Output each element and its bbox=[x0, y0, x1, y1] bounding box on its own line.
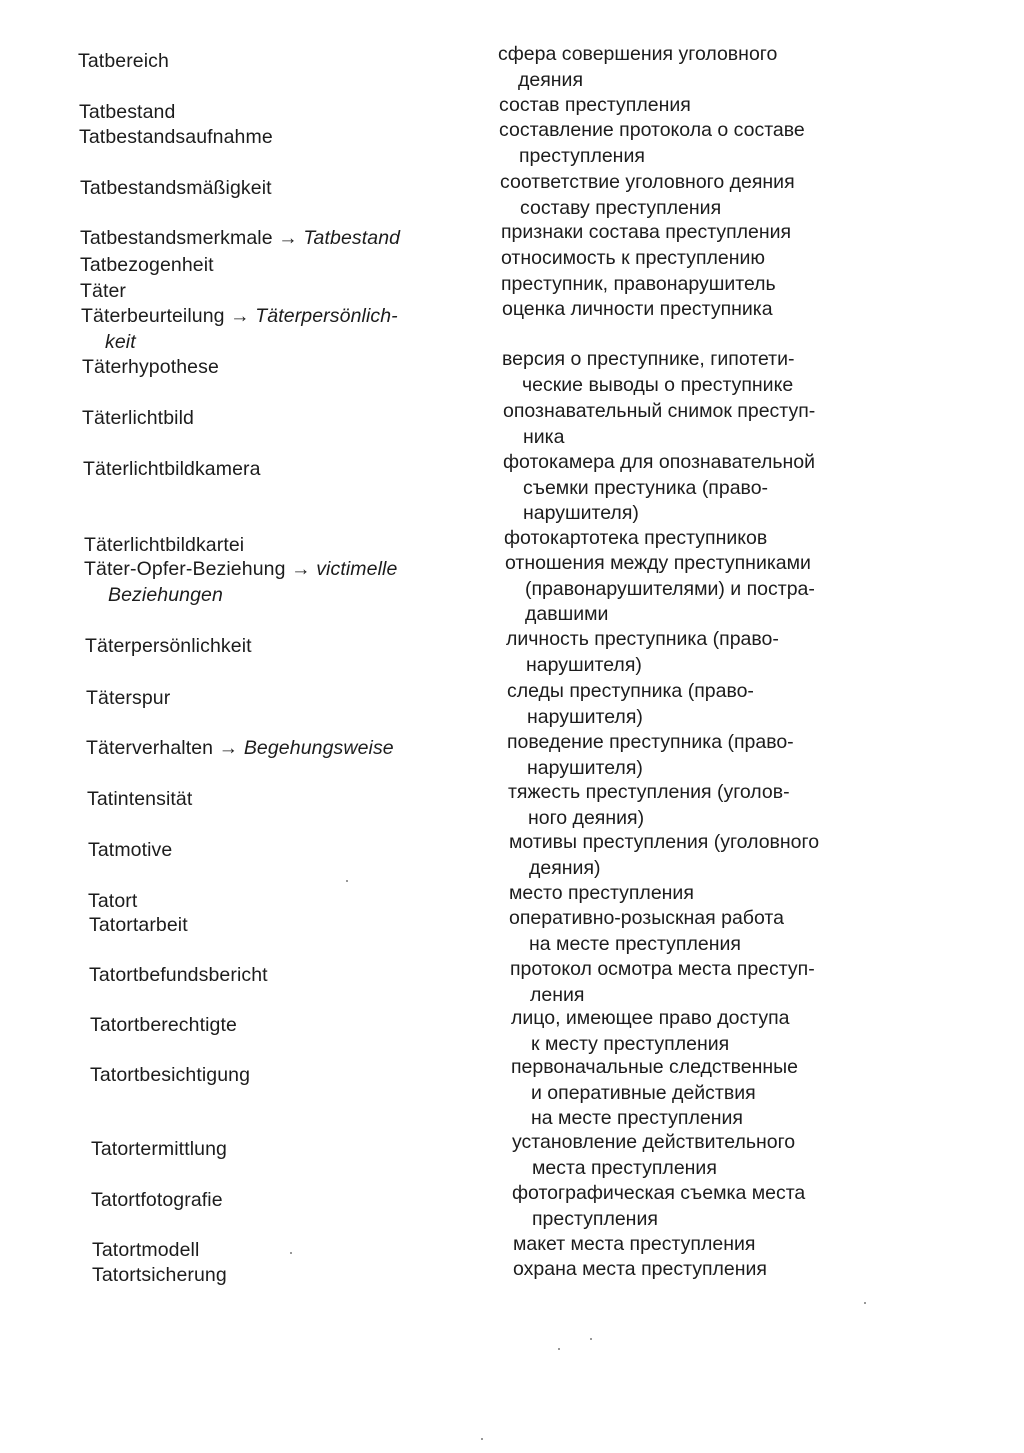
german-term: Tatbestand bbox=[79, 101, 176, 123]
russian-translation: признаки состава преступления bbox=[501, 221, 792, 243]
scan-speck bbox=[590, 1338, 592, 1340]
scan-speck bbox=[290, 1252, 292, 1254]
cross-reference-arrow: → bbox=[278, 227, 298, 249]
russian-translation: мотивы преступления (уголовного деяния) bbox=[509, 831, 820, 879]
russian-translation: отношения между преступниками (правонарушителями) и постра- давшими bbox=[505, 552, 815, 625]
german-term: Tatortfotografie bbox=[91, 1189, 223, 1211]
cross-reference: Begehungsweise bbox=[243, 737, 394, 759]
russian-translation: преступник, правонарушитель bbox=[501, 273, 776, 295]
german-term: Täter-Opfer-Beziehung → victimelle Beziehungen bbox=[84, 558, 398, 606]
german-term: Tatmotive bbox=[88, 839, 173, 861]
russian-translation: фотокартотека преступников bbox=[504, 527, 768, 549]
scan-speck bbox=[346, 880, 348, 882]
german-term: Täterpersönlichkeit bbox=[85, 635, 252, 657]
cross-reference-arrow: → bbox=[230, 305, 250, 327]
scan-speck bbox=[864, 1302, 866, 1304]
german-term: Täterverhalten → Begehungsweise bbox=[86, 737, 394, 759]
german-term: Tatortberechtigte bbox=[90, 1014, 237, 1036]
cross-reference-arrow: → bbox=[218, 737, 239, 759]
cross-reference-arrow: → bbox=[291, 558, 311, 580]
german-term: Tatortarbeit bbox=[89, 914, 188, 936]
russian-translation: фотокамера для опознавательной съемки престуника (право- нарушителя) bbox=[503, 451, 816, 524]
russian-translation: оперативно-розыскная работа на месте преступления bbox=[509, 907, 784, 955]
german-term: Täterspur bbox=[86, 687, 171, 709]
cross-reference: Tatbestand bbox=[303, 227, 401, 249]
russian-translation: соответствие уголовного деяния составу преступления bbox=[500, 171, 795, 219]
german-term: Tatbestandsaufnahme bbox=[79, 126, 273, 148]
german-term: Tatbestandsmerkmale → Tatbestand bbox=[80, 227, 401, 249]
russian-translation: место преступления bbox=[509, 882, 694, 904]
russian-translation: тяжесть преступления (уголов- ного деяния) bbox=[508, 781, 790, 829]
russian-translation: состав преступления bbox=[499, 94, 691, 116]
german-term: Tatortbefundsbericht bbox=[89, 964, 268, 986]
cross-reference-continued: Beziehungen bbox=[108, 584, 223, 606]
russian-translation: личность преступника (право- нарушителя) bbox=[506, 628, 779, 676]
german-term: Tatbezogenheit bbox=[80, 254, 214, 276]
cross-reference: Täterpersönlich- bbox=[255, 305, 398, 327]
russian-translation: первоначальные следственные и оперативные действия на месте преступления bbox=[511, 1056, 798, 1129]
russian-translation: версия о преступнике, гипотети- ческие выводы о преступнике bbox=[502, 348, 795, 396]
german-term: Tatbestandsmäßigkeit bbox=[80, 177, 272, 199]
russian-translation: сфера совершения уголовного деяния bbox=[498, 43, 778, 91]
russian-translation: относимость к преступлению bbox=[501, 247, 766, 269]
russian-translation: фотографическая съемка места преступления bbox=[512, 1182, 806, 1230]
cross-reference-continued: keit bbox=[105, 331, 136, 353]
russian-translation: составление протокола о составе преступления bbox=[499, 119, 805, 167]
russian-translation: следы преступника (право- нарушителя) bbox=[507, 680, 754, 728]
german-term: Tatortsicherung bbox=[92, 1264, 227, 1286]
german-term: Tatortbesichtigung bbox=[90, 1064, 251, 1086]
scan-speck bbox=[558, 1348, 560, 1350]
german-term: Tatort bbox=[88, 890, 138, 912]
german-term: Täterbeurteilung → Täterpersönlich- keit bbox=[81, 305, 398, 353]
german-term: Tatbereich bbox=[78, 50, 169, 72]
russian-translation: лицо, имеющее право доступа к месту преступления bbox=[511, 1007, 790, 1055]
russian-translation: установление действительного места преступления bbox=[512, 1131, 796, 1179]
russian-translation: протокол осмотра места преступ- ления bbox=[510, 958, 815, 1006]
german-term: Täterhypothese bbox=[82, 356, 219, 378]
russian-translation: поведение преступника (право- нарушителя) bbox=[507, 731, 794, 779]
russian-translation: опознавательный снимок преступ- ника bbox=[503, 400, 816, 448]
german-term: Täterlichtbildkamera bbox=[83, 458, 261, 480]
russian-translation: макет места преступления bbox=[513, 1233, 756, 1255]
german-term: Tatintensität bbox=[87, 788, 193, 810]
german-term: Tatortmodell bbox=[92, 1239, 200, 1261]
russian-translation: оценка личности преступника bbox=[502, 298, 773, 320]
german-term: Täterlichtbildkartei bbox=[84, 534, 245, 556]
german-term: Tatortermittlung bbox=[91, 1138, 227, 1160]
german-term: Täter bbox=[80, 280, 127, 302]
cross-reference: victimelle bbox=[316, 558, 398, 580]
russian-translation: охрана места преступления bbox=[513, 1258, 767, 1280]
german-term: Täterlichtbild bbox=[82, 407, 194, 429]
scan-speck bbox=[481, 1438, 483, 1440]
